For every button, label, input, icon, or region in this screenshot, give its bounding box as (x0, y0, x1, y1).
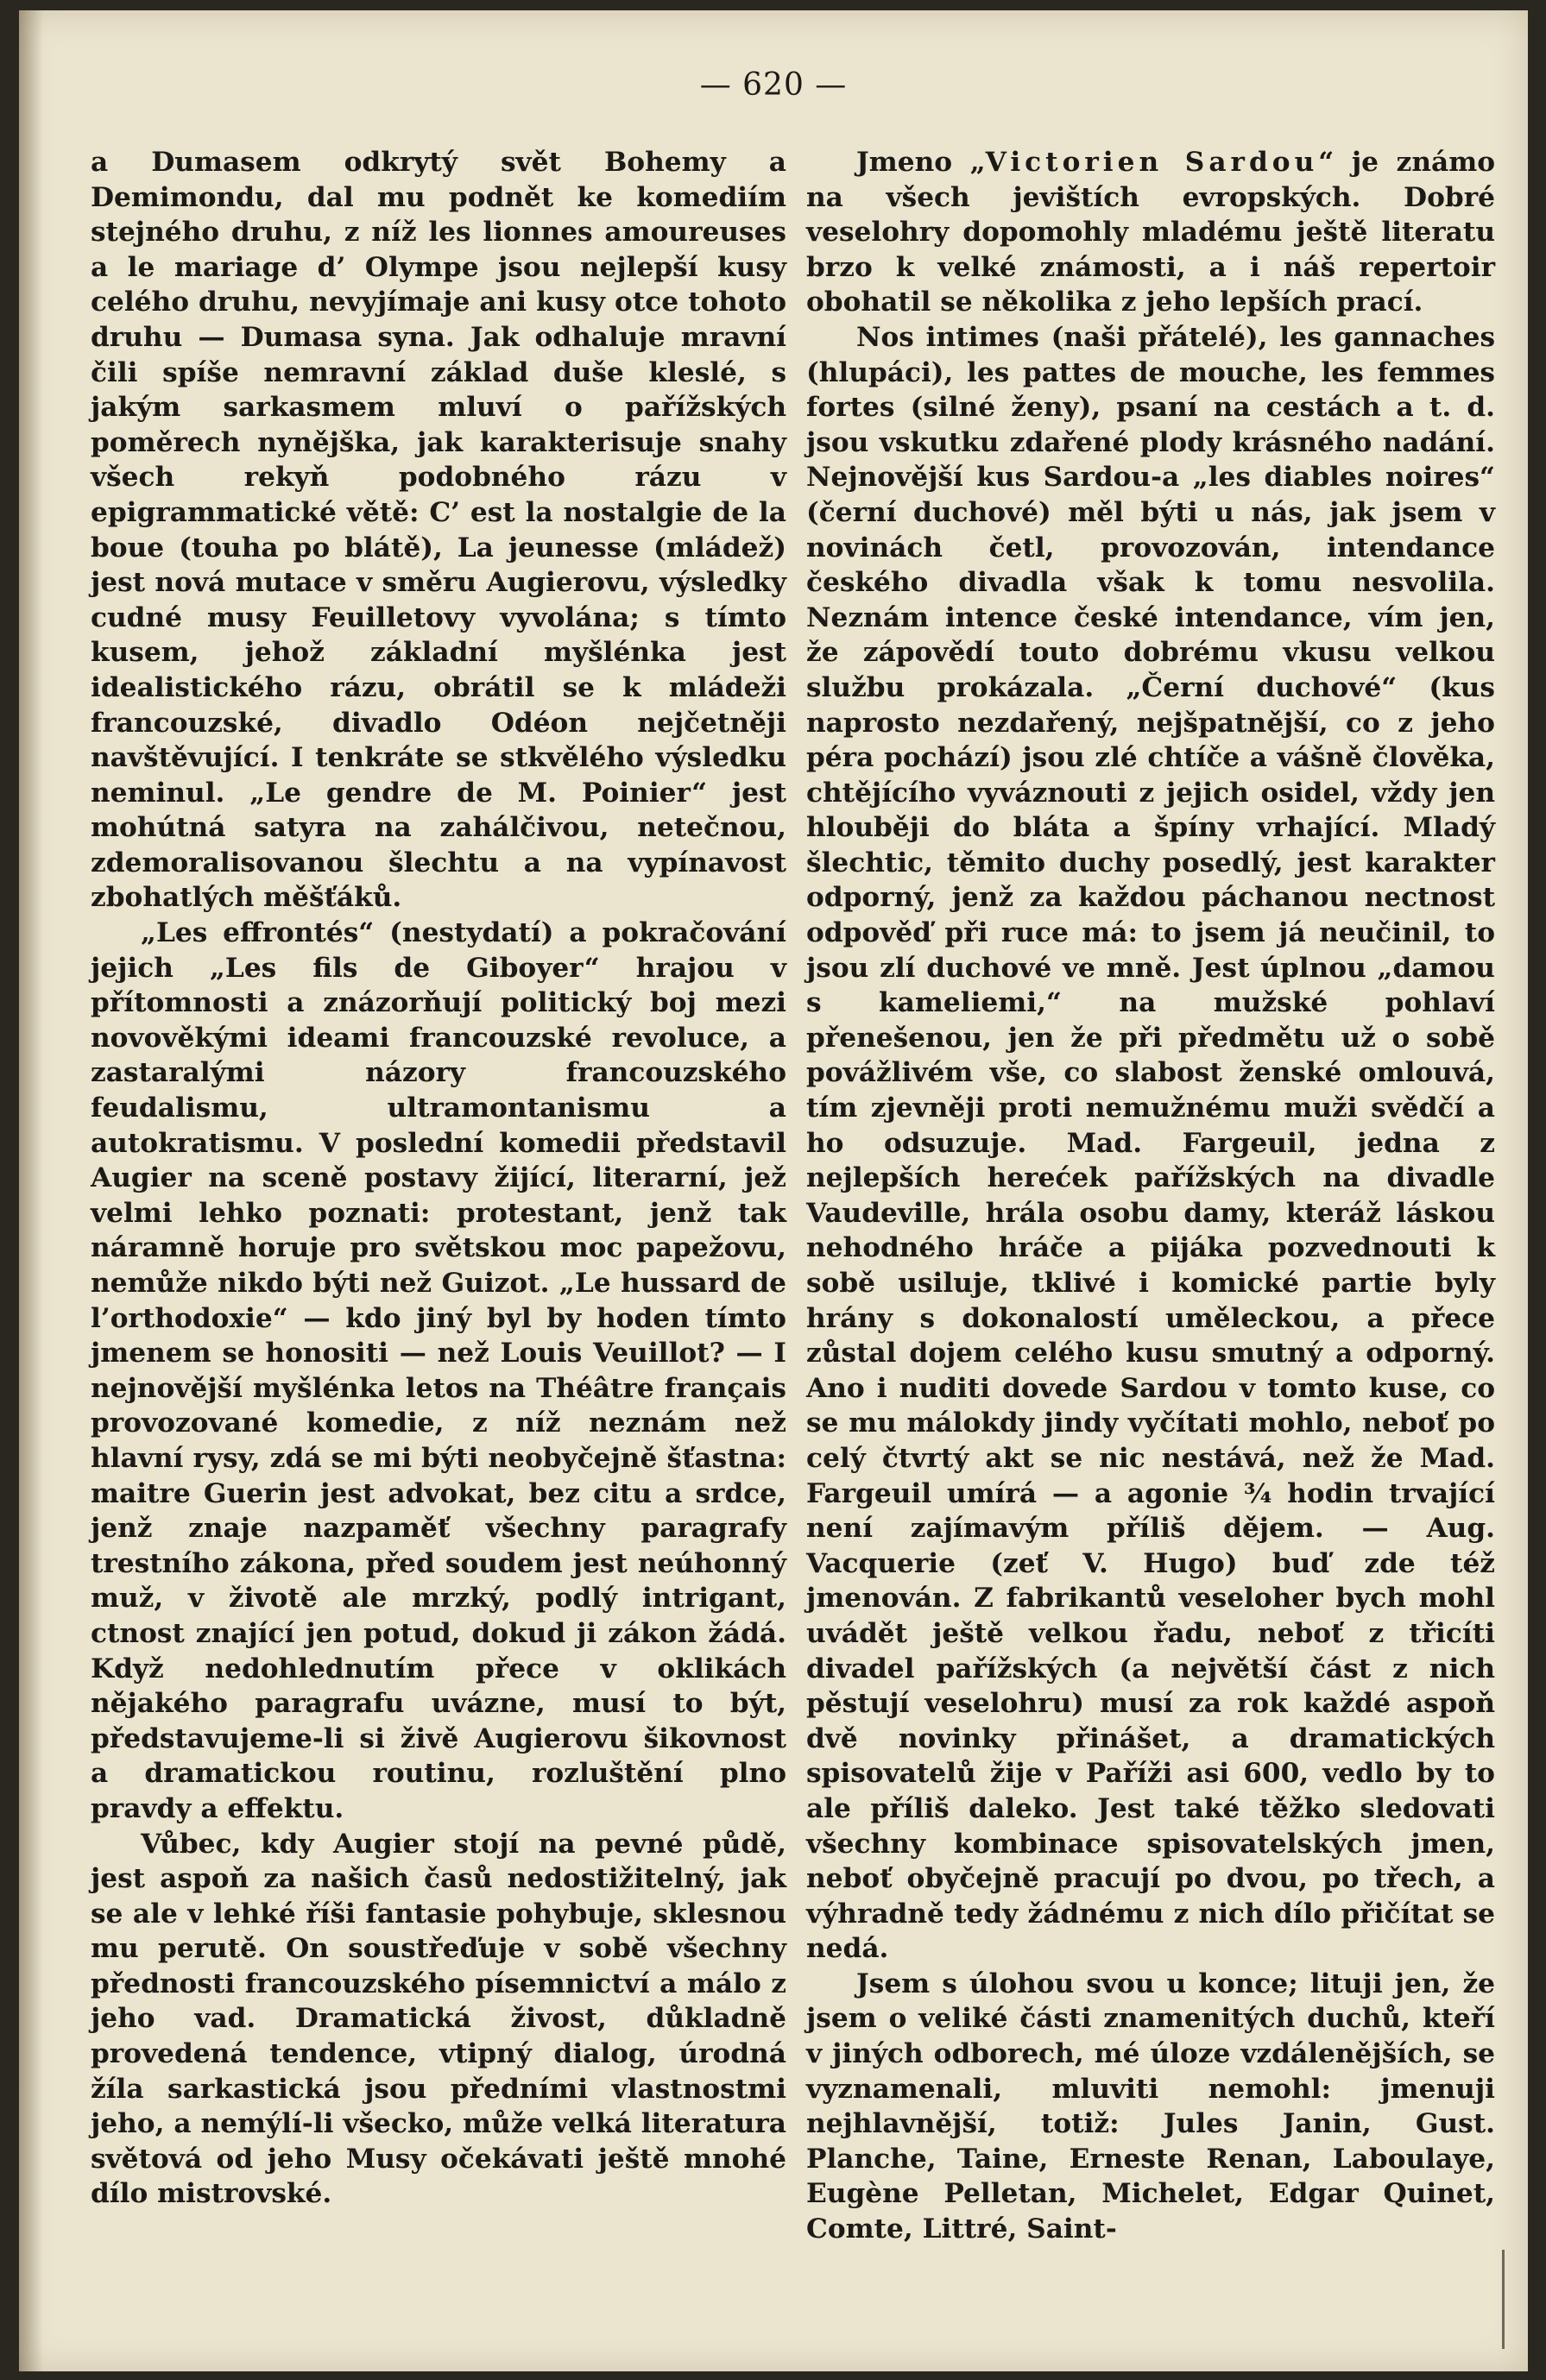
right-paragraph-2: Nos intimes (naši přátelé), les gannaches (hlupáci), les pattes de mouche, les femmes fortes (silné ženy), psaní na cestách a t. d. jsou vskutku zdařené plody krásného nadání. Nejnovější kus Sardou-a „les diables noires“ (černí duchové) měl býti u nás, jak jsem v novinách četl, provozován, intendance českého divadla však k tomu nesvolila. Neznám intence české intendance, vím jen, že zápovědí touto dobrému vkusu velkou službu prokázala. „Černí duchové“ (kus naprosto nezdařený, nejšpatnější, co z jeho péra pochází) jsou zlé chtíče a vášně člověka, chtějícího vyváznouti z jejich osidel, vždy jen hlouběji do bláta a špíny vrhající. Mladý šlechtic, těmito duchy posedlý, jest karakter odporný, jenž za každou páchanou nectnost odpověď při ruce má: to jsem já neučinil, to jsou zlí duchové ve mně. Jest úplnou „damou s kameliemi,“ na mužské pohlaví přenešenou, jen že při předmětu už o sobě povážlivém vše, co slabost ženské omlouvá, tím zjevněji proti nemužnému muži svědčí a ho odsuzuje. Mad. Fargeuil, jedna z nejlepších herećek pařížských na divadle Vaudeville, hrála osobu damy, kteráž láskou nehodného hráče a pijáka pozvednouti k sobě usiluje, tklivé i komické partie byly hrány s dokonalostí uměleckou, a přece zůstal dojem celého kusu smutný a odporný. Ano i nuditi dovede Sardou v tomto kuse, co se mu málokdy jindy vyčítati mohlo, neboť po celý čtvrtý akt se nic nestává, než že Mad. Fargeuil umírá — a agonie ¾ hodin trvající není zajímavým příliš dějem. — Aug. Vacquerie (zeť V. Hugo) buď zde též jmenován. Z fabrikantů veseloher bych mohl uvádět ještě velkou řadu, neboť z třicíti divadel pařížských (a největší část z nich pěstují veselohru) musí za rok každé aspoň dvě novinky přinášet, a dramatických spisovatelů žije v Paříži asi 600, vedlo by to ale příliš daleko. Jest také těžko sledovati všechny kombinace spisovatelských jmen, neboť obyčejně pracují po dvou, po třech, a výhradně tedy žádnému z nich dílo přičítat se nedá. (806, 321, 1495, 1965)
margin-mark (1502, 2250, 1505, 2349)
p1-rest: “ je známo na všech jevištích evropských. Dobré veselohry dopomohly mladému ještě literatu brzo k velké známosti, a i náš repertoir obohatil se několika z jeho lepších prací. (806, 147, 1496, 318)
author-name-sardou: Victorien Sardou (985, 147, 1319, 178)
left-paragraph-2: „Les effrontés“ (nestydatí) a pokračování jejich „Les fils de Giboyer“ hrajou v přítomnosti a znázorňují politický boj mezi novověkými ideami francouzské revoluce, a zastaralými názory francouzského feudalismu, ultramontanismu a autokratismu. V poslední komedii představil Augier na sceně postavy žijící, literarní, jež velmi lehko poznati: protestant, jenž tak náramně horuje pro světskou moc papežovu, nemůže nikdo býti než Guizot. „Le hussard de l’orthodoxie“ — kdo jiný byl by hoden tímto jmenem se honositi — než Louis Veuillot? — I nejnovější myšlénka letos na Théâtre français provozované komedie, z níž neznám než hlavní rysy, zdá se mi býti neobyčejně šťastna: maitre Guerin jest advokat, bez citu a srdce, jenž znaje nazpaměť všechny paragrafy trestního zákona, před soudem jest neúhonný muž, v životě ale mrzký, podlý intrigant, ctnost znající jen potud, dokud ji zákon žádá. Když nedohlednutím přece v oklikách nějakého paragrafu uvázne, musí to být, představujeme-li si živě Augierovu šikovnost a dramatickou routinu, rozluštění plno pravdy a effektu. (91, 917, 786, 1824)
right-paragraph-3: Jsem s úlohou svou u konce; lituji jen, že jsem o veliké části znamenitých duchů, kteří v jiných odborech, mé úloze vzdálenějších, se vyznamenali, mluviti nemohl: jmenuji nejhlavnější, totiž: Jules Janin, Gust. Planche, Taine, Erneste Renan, Laboulaye, Eugène Pelletan, Michelet, Edgar Quinet, Comte, Littré, Saint- (806, 1968, 1495, 2245)
left-paragraph-1: a Dumasem odkrytý svět Bohemy a Demimondu, dal mu podnět ke komediím stejného druhu, z níž les lionnes amoureuses a le mariage d’ Olympe jsou nejlepší kusy celého druhu, nevyjímaje ani kusy otce tohoto druhu — Dumasa syna. Jak odhaluje mravní čili spíše nemravní základ duše kleslé, s jakým sarkasmem mluví o pařížských poměrech nynějška, jak karakterisuje snahy všech rekyň podobného rázu v epigrammatické větě: C’ est la nostalgie de la boue (touha po blátě), La jeunesse (mládež) jest nová mutace v směru Augierovu, výsledky cudné musy Feuilletovy vyvolána; s tímto kusem, jehož základní myšlénka jest idealistického rázu, obrátil se k mládeži francouzské, divadlo Odéon nejčetněji navštěvující. I tenkráte se stkvělého výsledku neminul. „Le gendre de M. Poinier“ jest mohútná satyra na zahálčivou, netečnou, zdemoralisovanou šlechtu a na vypínavost zbohatlých měšťáků. (91, 147, 786, 914)
p1-prefix: Jmeno „ (856, 147, 986, 178)
spine-shadow (19, 10, 43, 2371)
left-column (91, 145, 786, 2212)
page-number: — 620 — (699, 67, 848, 103)
book-page (19, 10, 1528, 2371)
right-paragraph-1 (806, 145, 1495, 320)
left-paragraph-3: Vůbec, kdy Augier stojí na pevné půdě, jest aspoň za našich časů nedostižitelný, jak se ale v lehké říši fantasie pohybuje, sklesnou mu perutě. On soustřeďuje v sobě všechny přednosti francouzského písemnictví a málo z jeho vad. Dramatická živost, důkladně provedená tendence, vtipný dialog, úrodná žíla sarkastická jsou předními vlastnostmi jeho, a nemýlí-li všecko, může velká literatura světová od jeho Musy očekávati ještě mnohé dílo mistrovské. (91, 1828, 786, 2210)
right-column (806, 145, 1495, 2247)
